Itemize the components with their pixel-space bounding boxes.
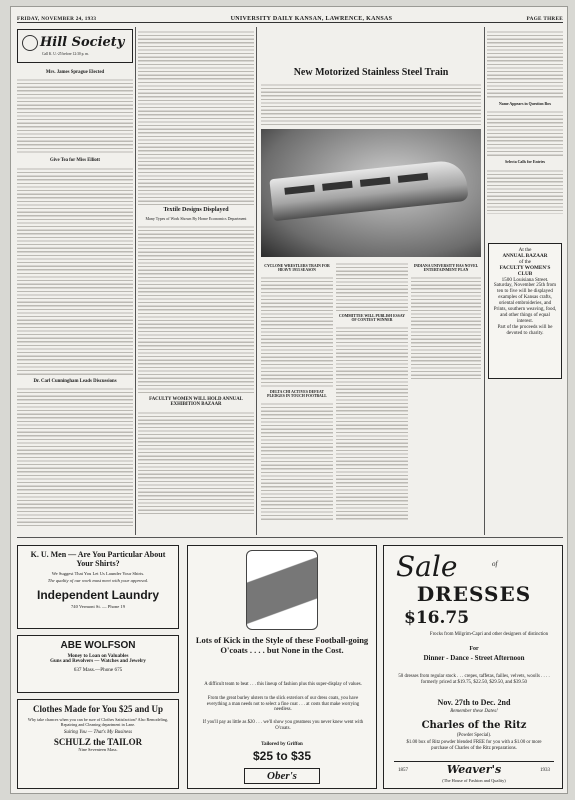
sale-frocks: Frocks from Milgrim-Capri and other designers of distinction (429, 632, 549, 637)
train-intro-text (261, 82, 481, 126)
masthead (17, 11, 563, 23)
ritz-sub: (Powder Special). (456, 733, 492, 738)
train-image (269, 159, 468, 221)
col1-text-block (17, 386, 133, 526)
right-head-2: Selecta Calls for Entries (504, 160, 545, 165)
indiana-column (411, 261, 481, 535)
bazaar-line: At the (518, 247, 532, 253)
sale-remember: Remember these Dates! (450, 709, 498, 714)
textile-column (138, 29, 254, 535)
col2-text-block (138, 224, 254, 394)
col1-text-block (17, 77, 133, 155)
weavers-year-left: 1857 (398, 768, 408, 773)
schulz-address: Nine Seventeen Mass. (78, 747, 118, 752)
wrestlers-head: CYCLONE WRESTLERS TRAIN FOR HEAVY 1933 SEASON (264, 264, 330, 273)
wrestlers-column (261, 261, 333, 535)
ritz-offer: $1.00 box of Ritz powder blended FREE for you with a $1.00 or more purchase of Charles of the Ritz preparations. (406, 740, 542, 751)
obers-body1: A difficult team to beat . . . this lineup of fashion plus this super-display of values. (204, 682, 362, 687)
masthead-title: UNIVERSITY DAILY KANSAN, LAWRENCE, KANSAS (230, 16, 393, 22)
sale-of: of (492, 560, 498, 568)
hill-society-logo-icon (22, 35, 38, 51)
hill-society-subtitle: Call K. U.-25 before 12:30 p. m. (42, 52, 89, 56)
column-rule (256, 27, 257, 535)
laundry-name: Independent Laundry (36, 588, 159, 602)
laundry-title: K. U. Men — Are You Particular About Your Shirts? (30, 550, 166, 568)
schulz-body: Why take chances when you can be sure of Clothes Satisfaction? Also Remodeling, Repairing and Cleaning department in Lane. (27, 717, 169, 727)
bazaar-line: 1500 Louisiana Street. (501, 277, 549, 283)
right-column (487, 29, 563, 239)
right-head-1: Name Appears in Question Box (498, 102, 552, 106)
obers-ad (187, 545, 377, 789)
obers-illustration (246, 550, 318, 630)
bazaar-line: Saturday, November 25th from ten to five will be displayed examples of Kansas crafts, oriental embroideries, and Prints, southern weaving, food, and other things of equal interest. (493, 283, 557, 324)
bazaar-line: of the (519, 259, 531, 265)
wolfson-line2: Guns and Revolvers — Watches and Jewelry (50, 659, 146, 664)
sale-price: $16.75 (404, 608, 470, 628)
sale-occasion: Dinner - Dance - Street Afternoon (423, 654, 525, 662)
obers-logo: Ober's (244, 768, 320, 784)
wolfson-line1: Money to Loan on Valuables (67, 654, 129, 659)
middle-column (336, 261, 408, 535)
col1-text-block (17, 166, 133, 376)
schulz-name: SCHULZ the TAILOR (53, 737, 143, 747)
ritz-name: Charles of the Ritz (421, 720, 527, 731)
col2-head-3: FACULTY WOMEN WILL HOLD ANNUAL EXHIBITION BAZAAR (149, 396, 243, 408)
sale-description: 50 dresses from regular stock . . . crepes, taffetas, failles, velvets, woolls . . . . formerly priced at $19.75, $22.50, $29.50, and $39.50 (398, 674, 550, 685)
obers-body2: From the great burley ulsters to the slick exteriors of our dress coats, you have everything a man needs not to select a fine coat . . . at costs that make worrying needless. (206, 696, 360, 713)
train-headline: New Motorized Stainless Steel Train (293, 67, 449, 78)
obers-tailored: Tailored by Griffon (261, 742, 303, 747)
committee-head: COMMITTEE WILL PUBLISH ESSAY OF CONTEST WINNER (339, 314, 405, 323)
hill-society-header (17, 29, 133, 63)
weavers-ad (383, 545, 563, 789)
weavers-tagline: (The House of Fashion and Quality) (442, 778, 506, 783)
society-column (17, 67, 133, 535)
indiana-head: INDIANA UNIVERSITY HAS NOVEL ENTERTAINMENT PLAN (413, 264, 479, 273)
schulz-ad (17, 699, 179, 789)
laundry-address: 740 Vermont St. — Phone 19 (70, 604, 126, 609)
train-photo (261, 129, 481, 257)
laundry-ad (17, 545, 179, 629)
obers-price: $25 to $35 (252, 749, 312, 763)
laundry-line1: We Suggest That You Let Us Launder Your Shirts. (51, 571, 145, 576)
hill-society-title: Hill Society (40, 35, 125, 50)
col1-head-3: Dr. Carl Cunningham Leads Discussions (33, 378, 117, 384)
bazaar-line: Part of the proceeds will be devoted to charity. (497, 325, 553, 336)
bazaar-line: FACULTY WOMEN'S CLUB (499, 265, 551, 277)
col2-head-1: Textile Designs Displayed (163, 207, 229, 213)
column-rule (484, 27, 485, 535)
delta-head: DELTA CHI ACTIVES DEFEAT PLEDGES IN TOUCH FOOTBALL (267, 389, 327, 399)
newspaper-page (10, 6, 568, 794)
col1-head-1: Mrs. James Sprague Elected (45, 70, 105, 75)
col2-text-block (138, 29, 254, 205)
wolfson-name: ABE WOLFSON (60, 640, 136, 651)
section-rule (17, 537, 563, 538)
sale-for: For (469, 646, 479, 652)
bazaar-ad (488, 243, 562, 379)
obers-body3: If you'll pay as little as $20 . . . we'll show you greatness you never knew went with O'coats. (202, 720, 364, 731)
sale-title: Sale (396, 550, 458, 583)
sale-dates: Nov. 27th to Dec. 2nd (437, 698, 511, 707)
masthead-page: PAGE THREE (526, 16, 563, 22)
col2-head-2: Many Types of Work Shown By Home Economics Department (145, 216, 247, 222)
column-rule (135, 27, 136, 535)
schulz-title: Clothes Made for You $25 and Up (32, 704, 163, 714)
schulz-tagline: Suiting You — That's My Business (63, 730, 133, 735)
col1-head-2: Give Tea for Miss Elliott (49, 158, 100, 164)
weavers-logo-box (394, 761, 554, 785)
wolfson-ad (17, 635, 179, 693)
obers-headline: Lots of Kick in the Style of these Football-going O'coats . . . . but None in the Cost. (195, 635, 369, 655)
masthead-date: FRIDAY, NOVEMBER 24, 1933 (17, 16, 97, 22)
weavers-year-right: 1933 (540, 768, 550, 773)
weavers-name: Weaver's (446, 763, 502, 776)
sale-dresses: DRESSES (416, 582, 532, 606)
col2-text-block (138, 410, 254, 514)
wolfson-address: 637 Mass.—Phone 675 (73, 667, 123, 673)
laundry-line2: The quality of our work must meet with your approval. (47, 578, 149, 583)
bazaar-line: ANNUAL BAZAAR (502, 253, 548, 259)
